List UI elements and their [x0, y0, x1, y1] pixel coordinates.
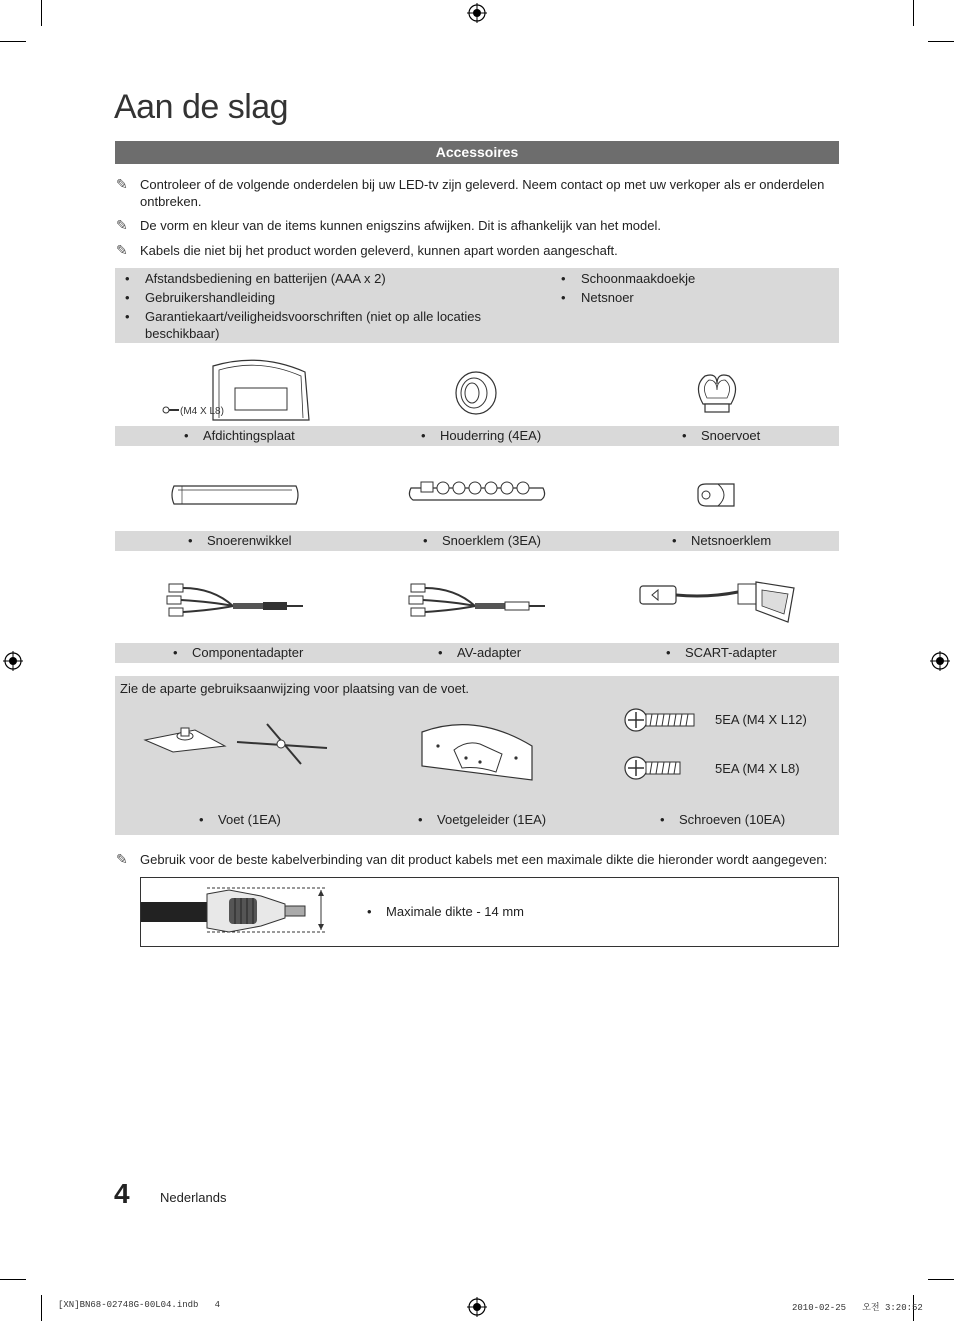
item-label: • AV-adapter	[438, 645, 522, 660]
note	[116, 176, 838, 209]
stand-base-illustration	[143, 718, 333, 768]
registration-mark-icon	[467, 1297, 487, 1317]
cable-wrap-illustration	[170, 480, 302, 510]
screw-long-label: 5EA (M4 X L12)	[715, 712, 807, 727]
note	[116, 242, 838, 259]
cable-clamp-illustration	[405, 474, 549, 510]
bullet: •	[666, 645, 671, 660]
item-label: • Voet (1EA)	[199, 812, 281, 827]
stand-intro: Zie de aparte gebruiksaanwijzing voor plaatsing van de voet.	[120, 681, 470, 696]
bullet: •	[682, 428, 687, 443]
bullet: •	[199, 812, 204, 827]
crop-mark	[913, 0, 914, 26]
stand-guide-illustration	[418, 718, 536, 784]
screw-short-icon	[624, 750, 684, 786]
bullet: •	[660, 812, 665, 827]
item-label: • Snoervoet	[682, 428, 761, 443]
registration-mark-icon	[930, 651, 950, 671]
crop-mark	[0, 1279, 26, 1280]
component-adapter-illustration	[163, 576, 307, 618]
screw-long-icon	[624, 702, 698, 738]
bullet: •	[188, 533, 193, 548]
item-label: • Componentadapter	[173, 645, 304, 660]
list-item: • Afstandsbediening en batterijen (AAA x 2)	[125, 271, 386, 286]
item-label: • Voetgeleider (1EA)	[418, 812, 547, 827]
footer-file-info: [XN]BN68-02748G-00L04.indb 4	[58, 1300, 221, 1310]
crop-mark	[928, 1279, 954, 1280]
pencil-icon: ✎	[116, 217, 128, 233]
item-label: • Netsnoerklem	[672, 533, 772, 548]
bullet: •	[125, 271, 130, 286]
bullet: •	[173, 645, 178, 660]
list-item: • Gebruikershandleiding	[125, 290, 276, 305]
language-label: Nederlands	[160, 1190, 227, 1205]
bullet: •	[561, 271, 566, 286]
bullet: •	[418, 812, 423, 827]
list-item: • Schoonmaakdoekje	[561, 271, 696, 286]
pencil-icon: ✎	[116, 242, 128, 258]
crop-mark	[41, 1295, 42, 1321]
registration-mark-icon	[467, 3, 487, 23]
screw-short-label: 5EA (M4 X L8)	[715, 761, 800, 776]
item-label: • Houderring (4EA)	[421, 428, 542, 443]
note-text: Gebruik voor de beste kabelverbinding van dit product kabels met een maximale dikte die hieronder wordt aangegeven:	[140, 852, 828, 867]
bullet: •	[125, 309, 130, 324]
note-text: Kabels die niet bij het product worden geleverd, kunnen apart worden aangeschaft.	[140, 243, 618, 258]
item-label: • Schroeven (10EA)	[660, 812, 786, 827]
note-text: Controleer of de volgende onderdelen bij uw LED-tv zijn geleverd. Neem contact op met uw verkoper als er onderdelen ontbreken.	[140, 177, 825, 209]
bullet: •	[125, 290, 130, 305]
cable-stand-illustration	[693, 368, 741, 416]
crop-mark	[928, 41, 954, 42]
av-adapter-illustration	[405, 576, 549, 618]
holder-ring-illustration	[452, 370, 500, 416]
list-item: • Netsnoer	[561, 290, 634, 305]
bullet: •	[561, 290, 566, 305]
crop-mark	[0, 41, 26, 42]
footer-timestamp: 2010-02-25 오전 3:20:52	[792, 1303, 923, 1313]
crop-mark	[41, 0, 42, 26]
list-item: • Garantiekaart/veiligheidsvoorschriften (niet op alle locaties beschikbaar)	[125, 309, 482, 341]
bullet: •	[184, 428, 189, 443]
item-label: • SCART-adapter	[666, 645, 777, 660]
note-text: De vorm en kleur van de items kunnen enigszins afwijken. Dit is afhankelijk van het model.	[140, 218, 661, 233]
screw-icon	[163, 405, 179, 415]
bullet: •	[423, 533, 428, 548]
item-label: • Snoerklem (3EA)	[423, 533, 541, 548]
page-number: 4	[114, 1178, 130, 1209]
cable-thickness-illustration	[141, 884, 331, 936]
note	[116, 217, 838, 234]
bullet: •	[438, 645, 443, 660]
registration-mark-icon	[3, 651, 23, 671]
item-label: • Snoerenwikkel	[188, 533, 292, 548]
pencil-icon: ✎	[116, 176, 128, 192]
max-thickness-label: • Maximale dikte - 14 mm	[367, 904, 524, 919]
bullet: •	[367, 904, 372, 919]
page-title: Aan de slag	[114, 88, 289, 126]
power-cord-clamp-illustration	[694, 480, 742, 510]
section-header: Accessoires	[115, 141, 839, 164]
bullet: •	[421, 428, 426, 443]
pencil-icon: ✎	[116, 851, 128, 867]
item-label: • Afdichtingsplaat	[184, 428, 295, 443]
note	[116, 851, 838, 868]
screw-size-label: (M4 X L8)	[180, 406, 224, 417]
scart-adapter-illustration	[638, 574, 798, 624]
bullet: •	[672, 533, 677, 548]
